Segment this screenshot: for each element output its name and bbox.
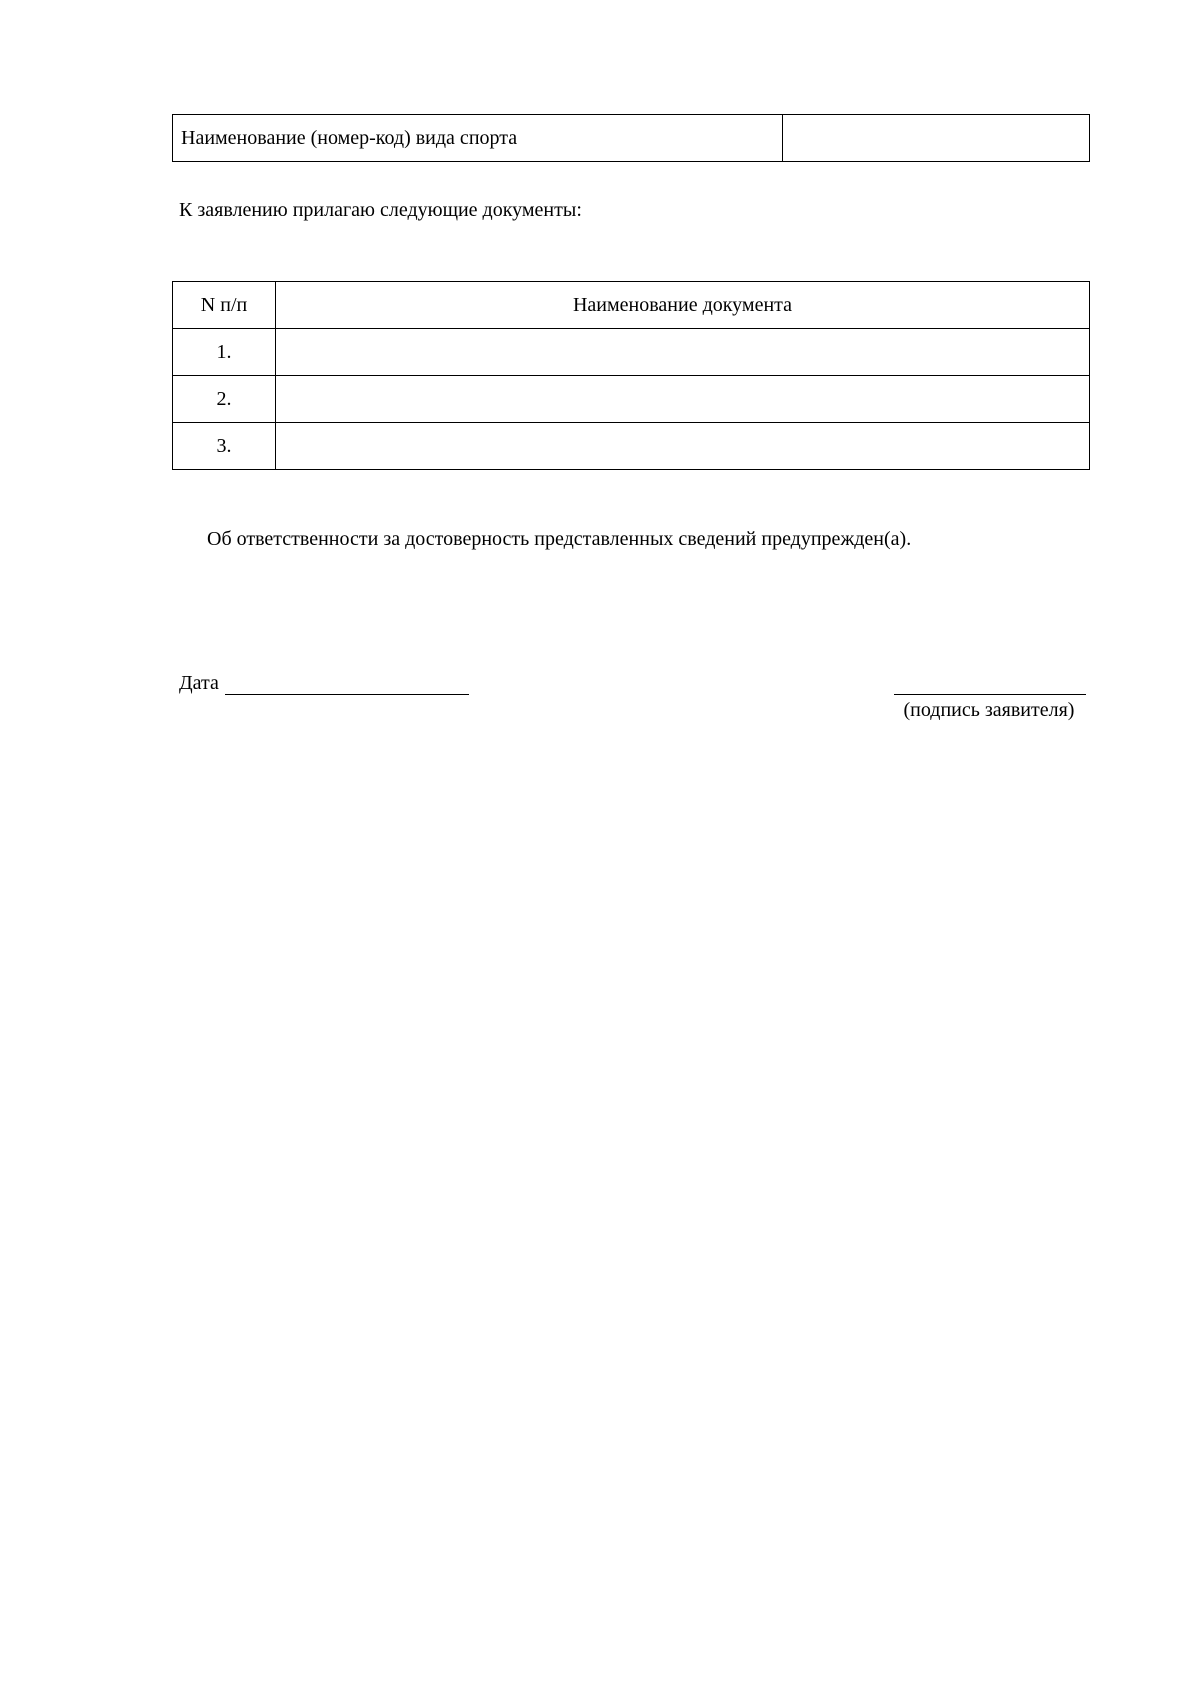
sport-type-row: [173, 115, 1090, 162]
header-document-name: Наименование документа: [276, 282, 1090, 329]
signature-caption: (подпись заявителя): [903, 699, 1075, 721]
table-row: [173, 423, 1090, 470]
signature-field: [892, 674, 1086, 722]
row-number: 2.: [173, 376, 276, 423]
documents-table: [172, 281, 1090, 470]
table-row: [173, 329, 1090, 376]
sport-type-value-cell[interactable]: [783, 115, 1090, 162]
document-name-cell[interactable]: [276, 423, 1090, 470]
attachments-intro: К заявлению прилагаю следующие документы:: [179, 199, 582, 221]
document-name-cell[interactable]: [276, 329, 1090, 376]
header-number: N п/п: [173, 282, 276, 329]
row-number: 1.: [173, 329, 276, 376]
date-input-line[interactable]: [225, 672, 469, 695]
sport-type-label: Наименование (номер-код) вида спорта: [173, 115, 783, 162]
date-field: [179, 672, 469, 695]
responsibility-statement: Об ответственности за достоверность представленных сведений предупрежден(а).: [207, 528, 912, 550]
row-number: 3.: [173, 423, 276, 470]
document-name-cell[interactable]: [276, 376, 1090, 423]
table-row: [173, 376, 1090, 423]
date-label: Дата: [179, 672, 219, 694]
signature-line[interactable]: [894, 674, 1086, 695]
documents-table-header: [173, 282, 1090, 329]
sport-type-table: [172, 114, 1090, 162]
